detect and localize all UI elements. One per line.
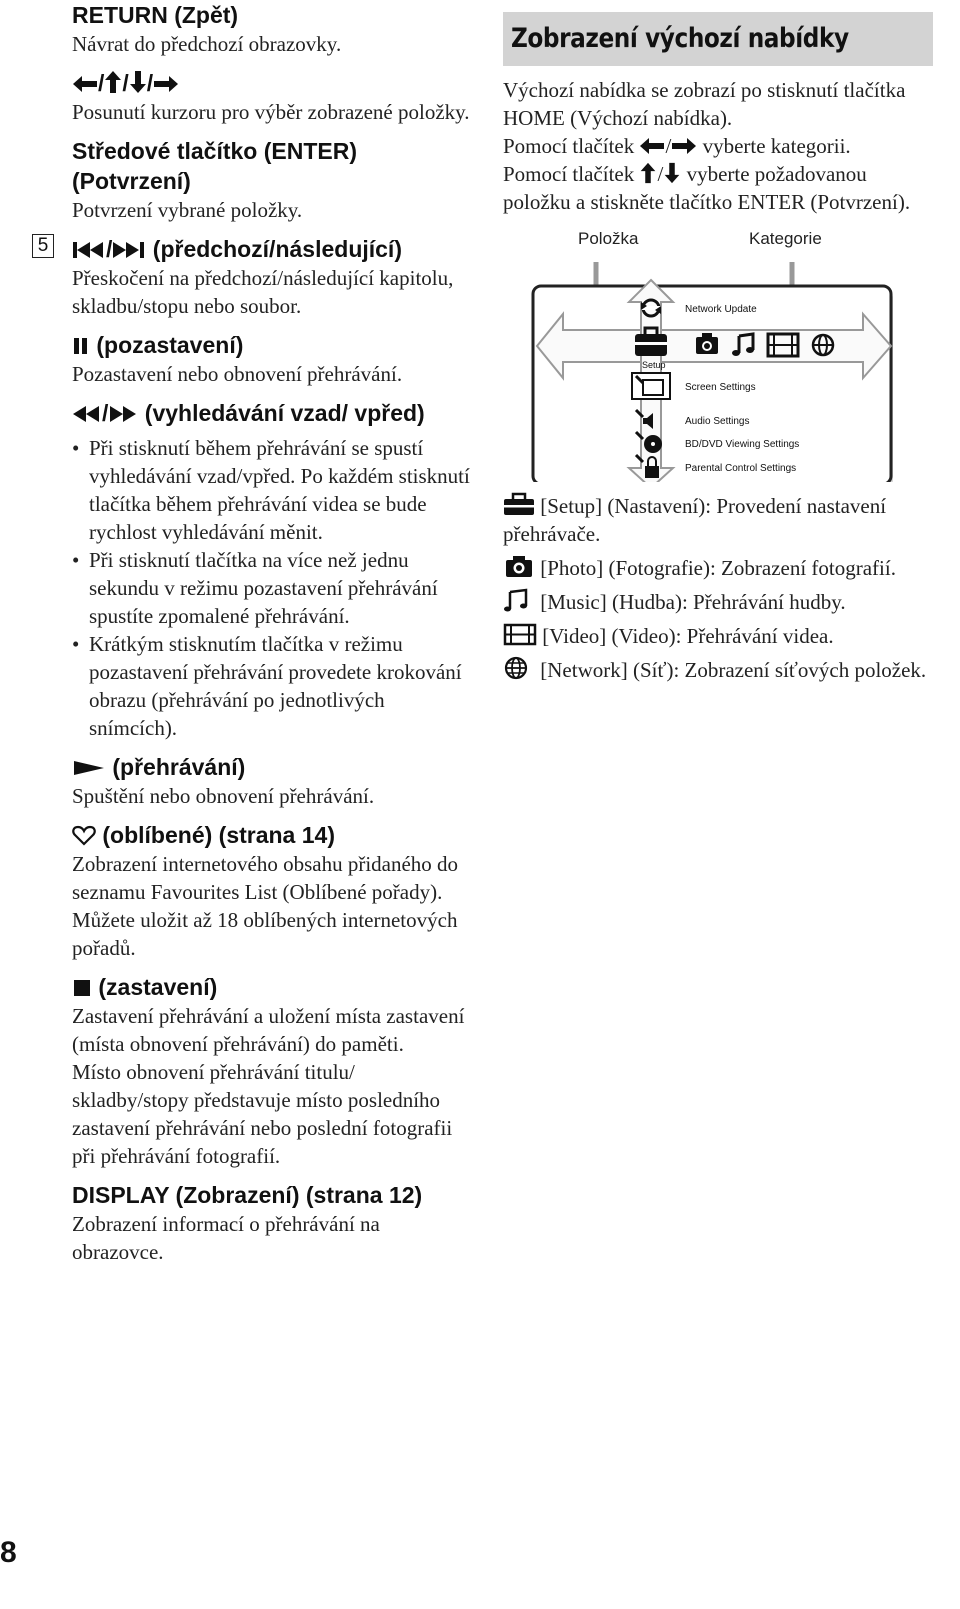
return-desc: Návrat do předchozí obrazovky. bbox=[72, 32, 342, 56]
pause-title-row bbox=[72, 330, 472, 360]
category-video bbox=[503, 622, 933, 650]
camera-icon bbox=[503, 554, 535, 578]
play-title-row bbox=[72, 752, 472, 782]
prevnext-title-row: 5 / (předchozí/následující) bbox=[72, 234, 472, 264]
category-network bbox=[503, 656, 933, 684]
arrow-up-icon bbox=[104, 70, 122, 94]
home-menu-diagram bbox=[503, 222, 933, 482]
cursor-desc: Posunutí kurzoru pro výběr zobrazené položky. bbox=[72, 100, 470, 124]
setup-label: Setup bbox=[642, 360, 666, 370]
intro-3b: vyberte požadovanou položku a stiskněte tlačítko ENTER (Potvrzení). bbox=[503, 162, 911, 214]
section-banner bbox=[503, 12, 933, 66]
search-bullet: • Při stisknutí tlačítka na více než jednu sekundu v režimu pozastavení přehrávání spustíte zpomalené přehrávání. bbox=[72, 546, 472, 630]
prevnext-title: (předchozí/následující) bbox=[152, 236, 402, 262]
intro-text-2: Pomocí tlačítek / vyberte kategorii. bbox=[503, 134, 851, 158]
play-title: (přehrávání) bbox=[112, 754, 246, 780]
arrow-left-icon bbox=[72, 74, 98, 94]
arrow-down-icon bbox=[129, 70, 147, 94]
category-music-text: [Music] (Hudba): Přehrávání hudby. bbox=[540, 590, 846, 614]
menu-item-screen-settings: Screen Settings bbox=[685, 382, 756, 393]
pause-title: (pozastavení) bbox=[96, 332, 244, 358]
stop-desc-2: Místo obnovení přehrávání titulu/ skladby/stopy představuje místo posledního zastavení přehrávání nebo poslední fotografii při přehrávání fotografií. bbox=[72, 1060, 453, 1168]
intro-3a: Pomocí tlačítek bbox=[503, 162, 635, 186]
stop-title-row bbox=[72, 972, 472, 1002]
label-category: Kategorie bbox=[749, 229, 822, 248]
play-icon bbox=[72, 758, 106, 778]
rewind-icon bbox=[72, 404, 102, 424]
music-note-icon bbox=[503, 588, 535, 612]
search-bullet: • Při stisknutí během přehrávání se spustí vyhledávání vzad/vpřed. Po každém stisknutí tlačítka během přehrávání videa se bude rychlost vyhledávání měnit. bbox=[72, 434, 472, 546]
intro-2a: Pomocí tlačítek bbox=[503, 134, 635, 158]
pause-desc: Pozastavení nebo obnovení přehrávání. bbox=[72, 362, 403, 386]
intro-text-3: Pomocí tlačítek / vyberte požadovanou položku a stiskněte tlačítko ENTER (Potvrzení). bbox=[503, 162, 911, 214]
stop-icon bbox=[72, 978, 92, 998]
menu-item-audio-settings: Audio Settings bbox=[685, 416, 750, 427]
prevnext-desc: Přeskočení na předchozí/následující kapitolu, skladbu/stopu nebo soubor. bbox=[72, 266, 454, 318]
globe-icon bbox=[503, 656, 535, 680]
home-menu-diagram-svg bbox=[503, 222, 933, 482]
intro-text-1: Výchozí nabídka se zobrazí po stisknutí tlačítka HOME (Výchozí nabídka). bbox=[503, 78, 906, 130]
return-title: RETURN (Zpět) bbox=[72, 2, 239, 28]
search-bullet: • Krátkým stisknutím tlačítka v režimu pozastavení přehrávání provedete krokování obrazu (přehrávání po jednotlivých snímcích). bbox=[72, 630, 472, 742]
enter-title: Středové tlačítko (ENTER) (Potvrzení) bbox=[72, 138, 357, 194]
category-video-text: [Video] (Video): Přehrávání videa. bbox=[542, 624, 834, 648]
right-column bbox=[503, 0, 933, 684]
label-item: Položka bbox=[578, 229, 639, 248]
enter-desc: Potvrzení vybrané položky. bbox=[72, 198, 303, 222]
item-number-5: 5 bbox=[32, 234, 54, 258]
category-network-text: [Network] (Síť): Zobrazení síťových položek. bbox=[540, 658, 927, 682]
previous-icon bbox=[72, 240, 106, 260]
arrow-up-icon bbox=[639, 162, 657, 184]
fav-desc: Zobrazení internetového obsahu přidaného do seznamu Favourites List (Oblíbené pořady). Můžete uložit až 18 oblíbených internetových pořadů. bbox=[72, 852, 459, 960]
display-title: DISPLAY (Zobrazení) (strana 12) bbox=[72, 1182, 423, 1208]
heart-icon bbox=[72, 824, 96, 846]
arrow-keys-title: / / / bbox=[72, 68, 472, 98]
category-setup-text: [Setup] (Nastavení): Provedení nastavení přehrávače. bbox=[503, 494, 887, 546]
category-setup bbox=[503, 492, 933, 548]
page-number: 8 bbox=[0, 1536, 17, 1569]
pause-icon bbox=[72, 336, 90, 356]
arrow-right-icon bbox=[671, 136, 697, 156]
stop-title: (zastavení) bbox=[98, 974, 218, 1000]
fav-title-row bbox=[72, 820, 472, 850]
display-desc: Zobrazení informací o přehrávání na obrazovce. bbox=[72, 1212, 380, 1264]
section-title: Zobrazení výchozí nabídky bbox=[511, 23, 849, 54]
film-icon bbox=[503, 622, 537, 646]
next-icon bbox=[112, 240, 146, 260]
search-title-row: / (vyhledávání vzad/ vpřed) bbox=[72, 398, 472, 428]
toolbox-icon bbox=[503, 492, 535, 516]
intro-2b: vyberte kategorii. bbox=[702, 134, 851, 158]
stop-desc: Zastavení přehrávání a uložení místa zastavení (místa obnovení přehrávání) do paměti. bbox=[72, 1004, 465, 1056]
arrow-right-icon bbox=[153, 74, 179, 94]
menu-item-bddvd-settings: BD/DVD Viewing Settings bbox=[685, 439, 800, 450]
arrow-down-icon bbox=[663, 162, 681, 184]
arrow-left-icon bbox=[639, 136, 665, 156]
menu-item-network-update: Network Update bbox=[685, 304, 757, 315]
category-photo-text: [Photo] (Fotografie): Zobrazení fotografií. bbox=[540, 556, 896, 580]
search-title: (vyhledávání vzad/ vpřed) bbox=[144, 400, 425, 426]
menu-item-parental-control: Parental Control Settings bbox=[685, 463, 797, 474]
fav-title: (oblíbené) (strana 14) bbox=[102, 822, 335, 848]
category-music bbox=[503, 588, 933, 616]
category-photo bbox=[503, 554, 933, 582]
left-column bbox=[37, 0, 472, 1266]
fast-forward-icon bbox=[108, 404, 138, 424]
play-desc: Spuštění nebo obnovení přehrávání. bbox=[72, 784, 375, 808]
